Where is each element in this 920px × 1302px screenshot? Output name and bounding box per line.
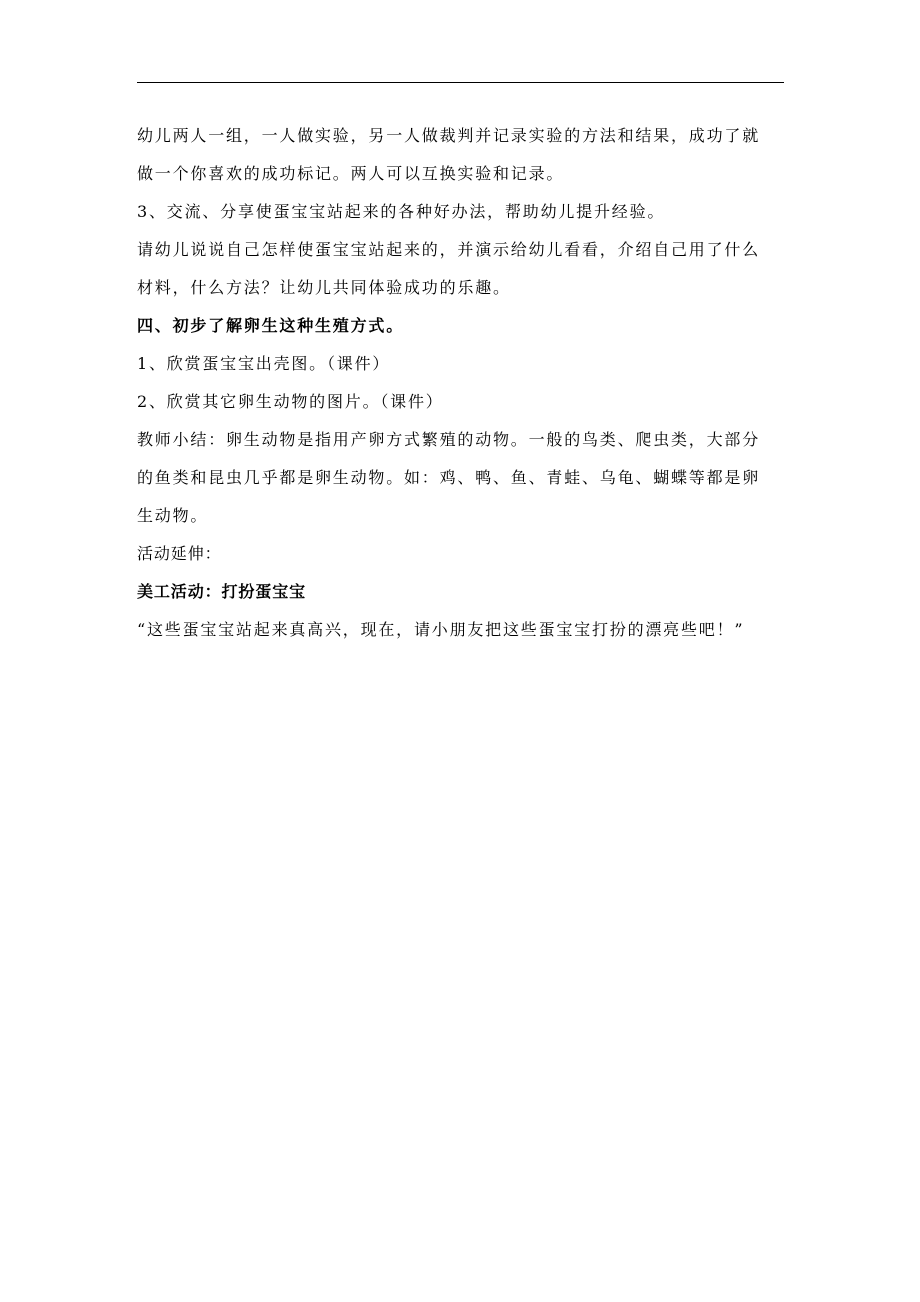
list-item: 2、欣赏其它卵生动物的图片。（课件） (137, 392, 444, 411)
paragraph-line: 教师小结：卵生动物是指用产卵方式繁殖的动物。一般的鸟类、爬虫类，大部分 (137, 430, 761, 449)
section-heading: 四、初步了解卵生这种生殖方式。 (137, 316, 405, 335)
header-rule (137, 82, 784, 83)
paragraph-line: 幼儿两人一组，一人做实验，另一人做裁判并记录实验的方法和结果，成功了就 (137, 126, 761, 145)
list-item: 1、欣赏蛋宝宝出壳图。（课件） (137, 354, 391, 373)
paragraph-line: 做一个你喜欢的成功标记。两人可以互换实验和记录。 (137, 164, 565, 183)
paragraph-line: 请幼儿说说自己怎样使蛋宝宝站起来的，并演示给幼儿看看，介绍自己用了什么 (137, 240, 761, 259)
quote-line: “这些蛋宝宝站起来真高兴，现在，请小朋友把这些蛋宝宝打扮的漂亮些吧！” (137, 620, 745, 639)
paragraph-line: 材料，什么方法？让幼儿共同体验成功的乐趣。 (137, 278, 511, 297)
paragraph-line: 生动物。 (137, 506, 209, 525)
document-body (137, 120, 787, 646)
paragraph-line: 3、交流、分享使蛋宝宝站起来的各种好办法，帮助幼儿提升经验。 (137, 202, 666, 221)
paragraph-line: 的鱼类和昆虫几乎都是卵生动物。如：鸡、鸭、鱼、青蛙、乌龟、蝴蝶等都是卵 (137, 468, 761, 487)
section-heading: 活动延伸： (137, 544, 222, 563)
section-heading: 美工活动：打扮蛋宝宝 (137, 582, 307, 601)
